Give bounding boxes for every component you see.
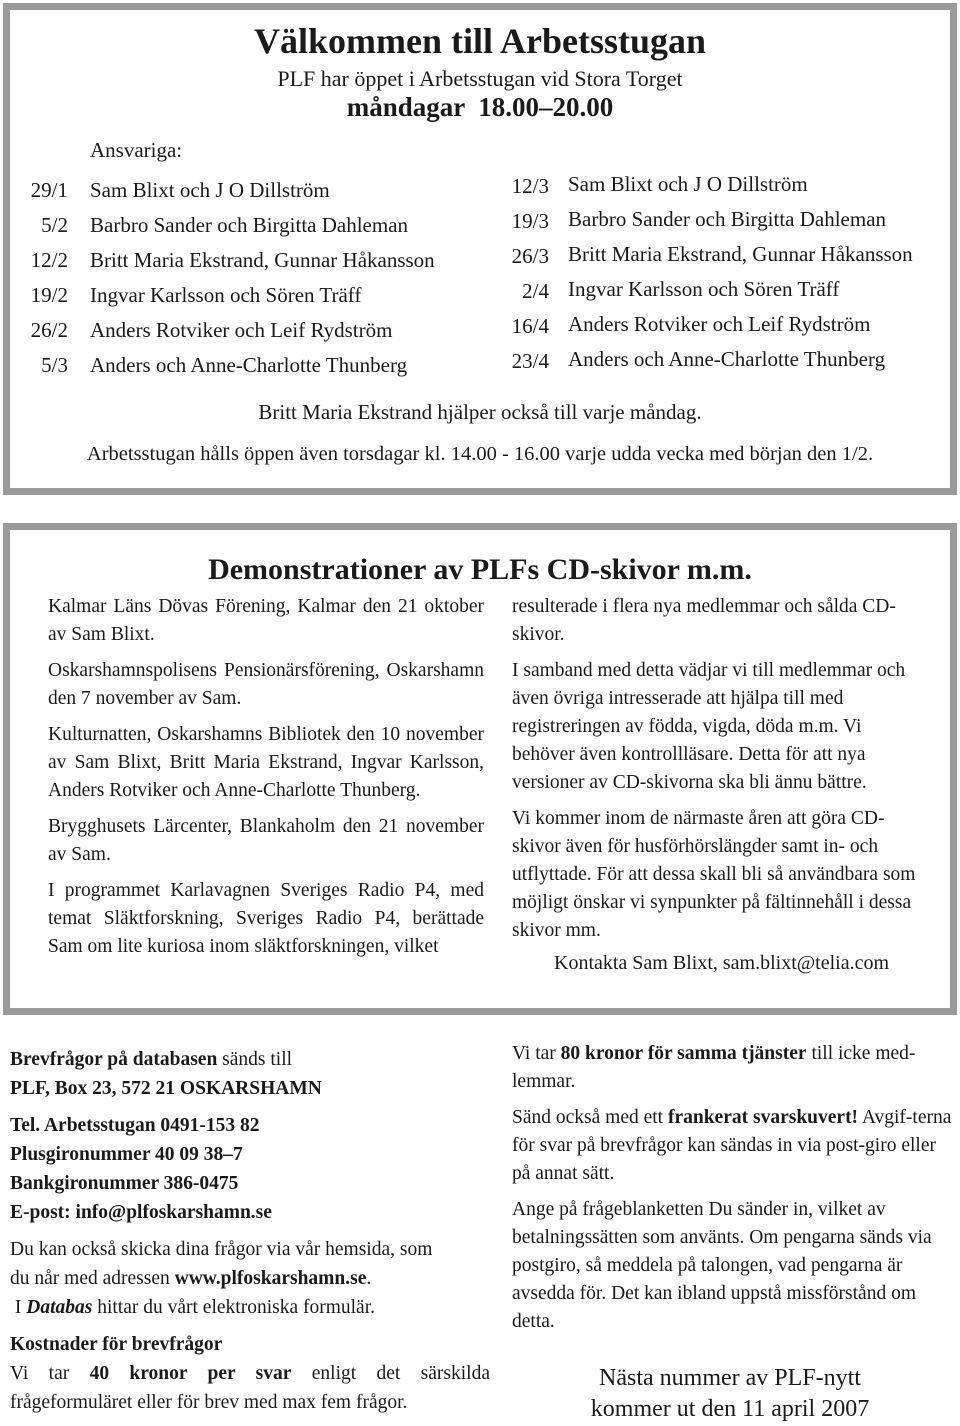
letter-intro-rest: sänds till: [217, 1049, 293, 1070]
schedule-names: Sam Blixt och J O Dillström: [90, 178, 330, 202]
demo-paragraph: I samband med detta vädjar vi till medlemmar och även övriga intresserade att hjälpa till med registreringen av födda, vigda, döda m.m. Vi behöver även kontrollläsare. Detta för att nya versioner av CD-skivorna ska bli ännu bättre.: [512, 660, 906, 793]
fees-paragraph: Ange på frågeblanketten Du sänder in, vilket av betalningssätten som använts. Om pengarna sänds via postgiro, så meddela på talongen, vad pengarna är avsedda för. Det kan ibland uppstå missförstånd om detta.: [512, 1199, 932, 1332]
contact-line: Kontakta Sam Blixt, sam.blixt@telia.com: [554, 952, 890, 974]
fees-envelope: frankerat svarskuvert!: [667, 1107, 859, 1128]
database-term: Databas: [26, 1297, 93, 1318]
schedule-names: Barbro Sander och Birgitta Dahleman: [568, 207, 887, 231]
website-line-1: Du kan också skicka dina frågor via vår hemsida, som: [10, 1239, 433, 1260]
email-address: E-post: info@plfoskarshamn.se: [10, 1202, 272, 1223]
schedule-names: Anders och Anne-Charlotte Thunberg: [90, 353, 408, 377]
schedule-date: 2/4: [522, 279, 549, 303]
schedule-date: 29/1: [30, 178, 68, 202]
schedule-names: Anders och Anne-Charlotte Thunberg: [568, 347, 886, 371]
cost-text: Vi tar: [10, 1363, 90, 1384]
schedule-names: Britt Maria Ekstrand, Gunnar Håkansson: [90, 248, 435, 272]
cost-line-2: frågeformuläret eller för brev med max fem frågor.: [10, 1392, 408, 1413]
demonstrations-right-column: [512, 593, 917, 945]
demo-paragraph: Vi kommer inom de närmaste åren att göra CD-skivor även för husförhörslängder samt in- och utflyttade. För att dessa skall bli så användbara som möjligt önskar vi synpunkter på fältinnehåll i dessa skivor mm.: [512, 808, 916, 941]
fees-text: Sänd också med ett: [512, 1107, 668, 1128]
plusgiro-number: Plusgironummer 40 09 38–7: [10, 1144, 243, 1165]
schedule-date: 26/3: [511, 244, 549, 268]
website-period: .: [366, 1268, 372, 1289]
schedule-names: Britt Maria Ekstrand, Gunnar Håkansson: [568, 242, 913, 266]
responsible-label: Ansvariga:: [90, 138, 183, 162]
schedule-date: 16/4: [511, 314, 549, 338]
letter-intro: [10, 1045, 490, 1074]
bankgiro-number: Bankgironummer 386-0475: [10, 1173, 239, 1194]
letter-info: [10, 1045, 490, 1417]
schedule-names: Sam Blixt och J O Dillström: [568, 172, 808, 196]
fees-paragraph: [512, 1040, 956, 1096]
fees-paragraph: [512, 1104, 956, 1188]
demo-paragraph: Brygghusets Lärcenter, Blankaholm den 21 november av Sam.: [48, 816, 484, 865]
cost-line-1: [10, 1359, 490, 1388]
website-text: hittar du vårt elektroniska formulär.: [92, 1297, 376, 1318]
schedule-date: 5/2: [41, 213, 68, 237]
demo-paragraph: I programmet Karlavagnen Sveriges Radio P4, med temat Släktforskning, Sveriges Radio P4, berättade Sam om lite kuriosa inom släktforskningen, vilket: [48, 880, 484, 957]
welcome-subtitle: PLF har öppet i Arbetsstugan vid Stora Torget: [277, 66, 683, 91]
letter-intro-bold: Brevfrågor på databasen: [10, 1049, 218, 1070]
schedule-date: 12/3: [511, 174, 549, 198]
schedule-names: Ingvar Karlsson och Sören Träff: [568, 277, 840, 301]
schedule-names: Ingvar Karlsson och Sören Träff: [90, 283, 362, 307]
demonstrations-title: Demonstrationer av PLFs CD-skivor m.m.: [208, 553, 752, 586]
website-text: I: [10, 1297, 27, 1318]
opening-hours: måndagar 18.00–20.00: [346, 92, 614, 122]
schedule-names: Barbro Sander och Birgitta Dahleman: [90, 213, 409, 237]
thursday-note: Arbetsstugan hålls öppen även torsdagar kl. 14.00 - 16.00 varje udda vecka med början den 1/2.: [86, 443, 874, 465]
website-line-2: [10, 1264, 490, 1293]
website-link[interactable]: www.plfoskarshamn.se: [174, 1268, 367, 1289]
schedule-date: 26/2: [30, 318, 68, 342]
schedule-date: 12/2: [30, 248, 68, 272]
schedule-date: 19/2: [30, 283, 68, 307]
schedule-names: Anders Rotviker och Leif Rydström: [90, 318, 393, 342]
phone-number: Tel. Arbetsstugan 0491-153 82: [10, 1115, 260, 1136]
demo-paragraph: resulterade i flera nya medlemmar och sålda CD-skivor.: [512, 596, 896, 645]
schedule-names: Anders Rotviker och Leif Rydström: [568, 312, 871, 336]
demonstrations-left-column: [48, 593, 484, 961]
cost-amount: 40 kronor per svar: [89, 1363, 292, 1384]
demo-paragraph: Oskarshamnspolisens Pensionärsförening, Oskarshamn den 7 november av Sam.: [48, 660, 484, 709]
fees-text: till icke med-lemmar.: [512, 1043, 916, 1092]
website-line-3: [10, 1293, 490, 1322]
welcome-title: Välkommen till Arbetsstugan: [253, 21, 707, 61]
next-issue-line-2: kommer ut den 11 april 2007: [590, 1396, 870, 1422]
fees-info: [512, 1040, 956, 1336]
cost-heading: Kostnader för brevfrågor: [10, 1334, 223, 1355]
fees-text: Vi tar: [512, 1043, 561, 1064]
postal-address: PLF, Box 23, 572 21 OSKARSHAMN: [10, 1078, 322, 1099]
schedule-date: 23/4: [511, 349, 549, 373]
demo-paragraph: Kulturnatten, Oskarshamns Bibliotek den 10 november av Sam Blixt, Britt Maria Ekstrand, Ingvar Karlsson, Anders Rotviker och Anne-Charlotte Thunberg.: [48, 724, 484, 801]
website-text: du når med adressen: [10, 1268, 175, 1289]
next-issue-line-1: Nästa nummer av PLF-nytt: [599, 1365, 861, 1391]
monday-note: Britt Maria Ekstrand hjälper också till varje måndag.: [258, 400, 702, 424]
schedule-date: 5/3: [41, 353, 68, 377]
demo-paragraph: Kalmar Läns Dövas Förening, Kalmar den 21 oktober av Sam Blixt.: [48, 596, 484, 645]
fees-text: Avgif-terna för svar på brevfrågor kan sändas in via post-giro eller på annat sätt.: [512, 1107, 952, 1184]
schedule-date: 19/3: [511, 209, 549, 233]
cost-text: enligt det särskilda: [291, 1363, 490, 1384]
fees-amount: 80 kronor för samma tjänster: [560, 1043, 807, 1064]
